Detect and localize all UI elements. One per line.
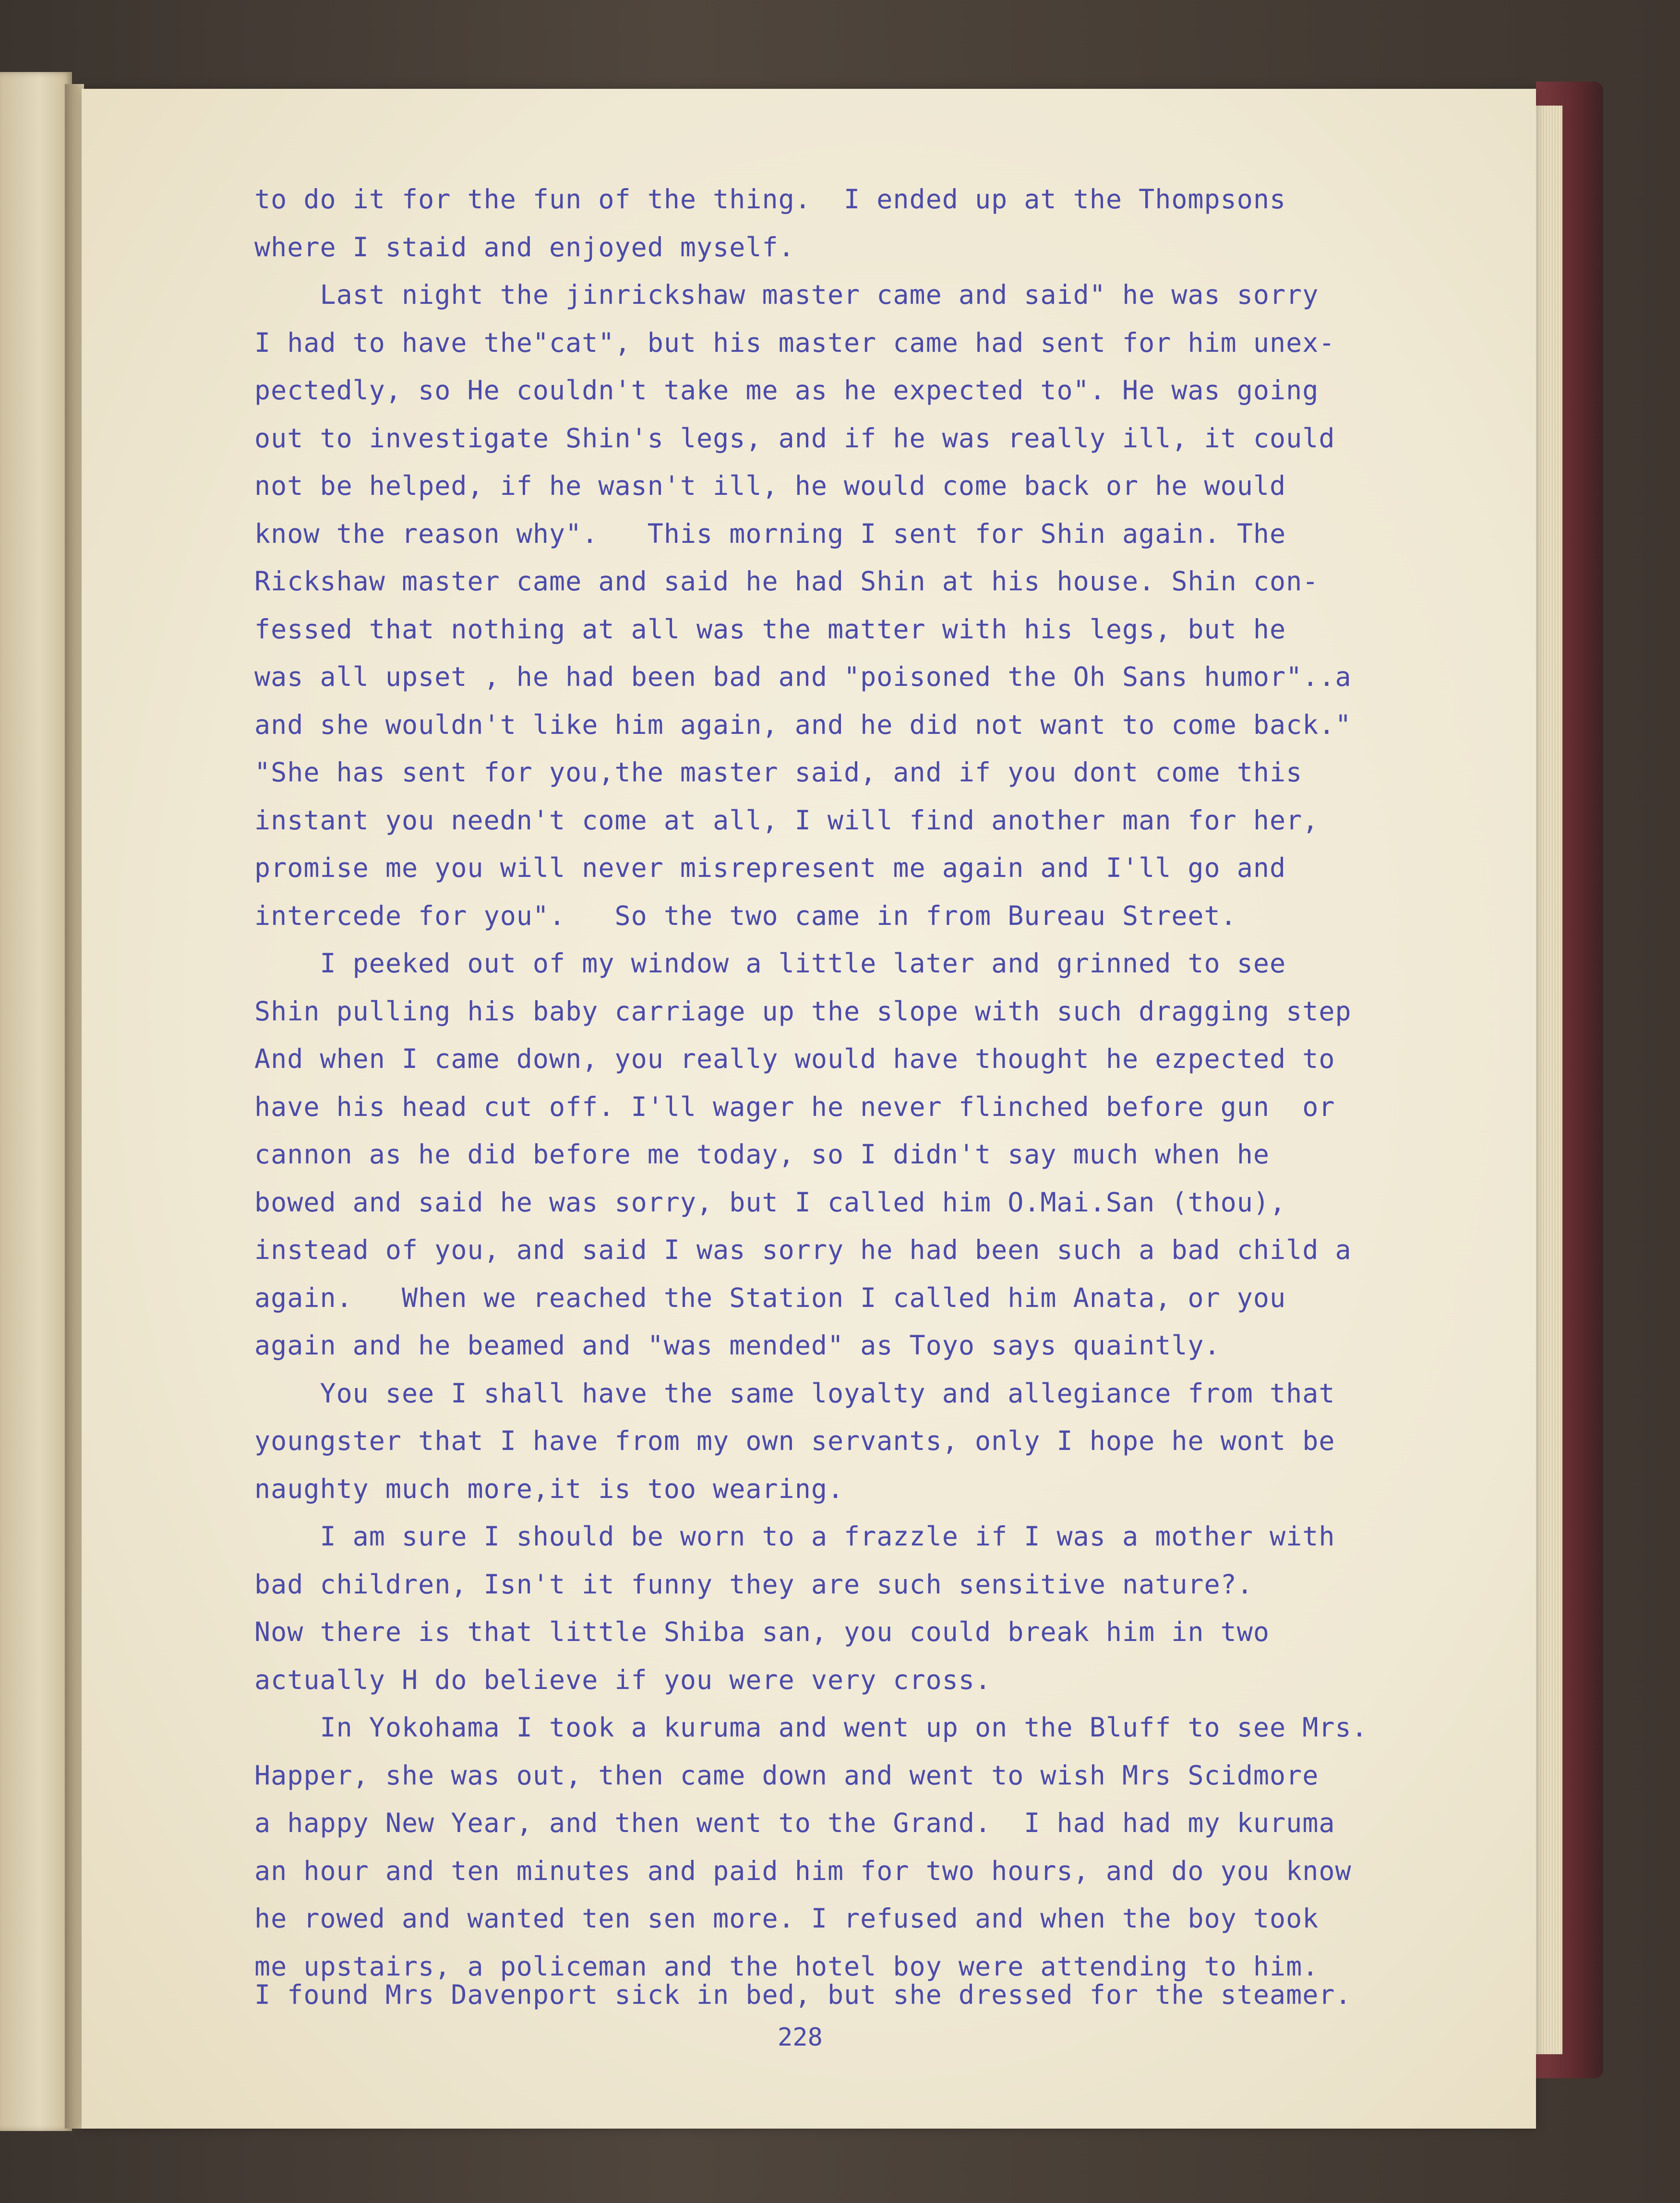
text-line: again. When we reached the Station I called him Anata, or you: [254, 1282, 1286, 1313]
text-line: know the reason why". This morning I sent for Shin again. The: [254, 518, 1286, 549]
text-line: Rickshaw master came and said he had Shin at his house. Shin con-: [254, 566, 1319, 597]
text-line: pectedly, so He couldn't take me as he expected to". He was going: [254, 375, 1319, 406]
text-line: Happer, she was out, then came down and went to wish Mrs Scidmore: [254, 1760, 1319, 1791]
text-line: Shin pulling his baby carriage up the slope with such dragging step: [254, 995, 1352, 1027]
book-gutter: [65, 84, 84, 2129]
text-line: intercede for you". So the two came in from Bureau Street.: [254, 900, 1237, 931]
text-line: naughty much more,it is too wearing.: [254, 1473, 844, 1504]
text-line: In Yokohama I took a kuruma and went up on the Bluff to see Mrs.: [254, 1712, 1368, 1743]
text-line: promise me you will never misrepresent me again and I'll go and: [254, 852, 1286, 883]
text-line: "She has sent for you,the master said, and if you dont come this: [254, 757, 1303, 788]
text-line: youngster that I have from my own servants, only I hope he wont be: [254, 1425, 1335, 1456]
text-line: to do it for the fun of the thing. I ended up at the Thompsons: [254, 184, 1286, 215]
facing-page-edge: [0, 72, 72, 2131]
text-line: and she wouldn't like him again, and he did not want to come back.": [254, 709, 1352, 740]
text-line: bad children, Isn't it funny they are such sensitive nature?.: [254, 1568, 1253, 1600]
text-line: a happy New Year, and then went to the Grand. I had had my kuruma: [254, 1808, 1335, 1838]
text-line: again and he beamed and "was mended" as Toyo says quaintly.: [254, 1330, 1221, 1361]
text-line: Now there is that little Shiba san, you could break him in two: [254, 1616, 1270, 1647]
text-line: an hour and ten minutes and paid him for two hours, and do you know: [254, 1855, 1352, 1886]
text-line: bowed and said he was sorry, but I called him O.Mai.San (thou),: [254, 1186, 1286, 1218]
text-line: me upstairs, a policeman and the hotel boy were attending to him.: [254, 1951, 1319, 1982]
typed-page: [82, 89, 1536, 2129]
text-line: You see I shall have the same loyalty and allegiance from that: [254, 1377, 1335, 1409]
page-edges: [1534, 106, 1562, 2054]
text-line: I had to have the"cat", but his master came had sent for him unex-: [254, 327, 1335, 358]
page-number: 228: [778, 2023, 823, 2052]
text-line: actually H do believe if you were very cross.: [254, 1664, 992, 1695]
text-line: where I staid and enjoyed myself.: [254, 231, 795, 263]
text-line: out to investigate Shin's legs, and if he was really ill, it could: [254, 422, 1335, 454]
text-line: And when I came down, you really would have thought he ezpected to: [254, 1043, 1335, 1074]
text-line: I found Mrs Davenport sick in bed, but she dressed for the steamer.: [254, 1979, 1352, 2010]
text-line: Last night the jinrickshaw master came and said" he was sorry: [254, 279, 1319, 310]
text-line: I peeked out of my window a little later and grinned to see: [254, 948, 1286, 979]
text-line: I am sure I should be worn to a frazzle if I was a mother with: [254, 1521, 1335, 1552]
text-line: he rowed and wanted ten sen more. I refused and when the boy took: [254, 1903, 1319, 1934]
text-line: fessed that nothing at all was the matter with his legs, but he: [254, 613, 1286, 645]
text-line: was all upset , he had been bad and "poisoned the Oh Sans humor"..a: [254, 661, 1352, 692]
text-line: instant you needn't come at all, I will find another man for her,: [254, 804, 1319, 836]
text-line: not be helped, if he wasn't ill, he would come back or he would: [254, 470, 1286, 501]
text-line: have his head cut off. I'll wager he never flinched before gun or: [254, 1091, 1335, 1122]
text-line: cannon as he did before me today, so I didn't say much when he: [254, 1139, 1270, 1170]
text-line: instead of you, and said I was sorry he had been such a bad child a: [254, 1234, 1352, 1265]
